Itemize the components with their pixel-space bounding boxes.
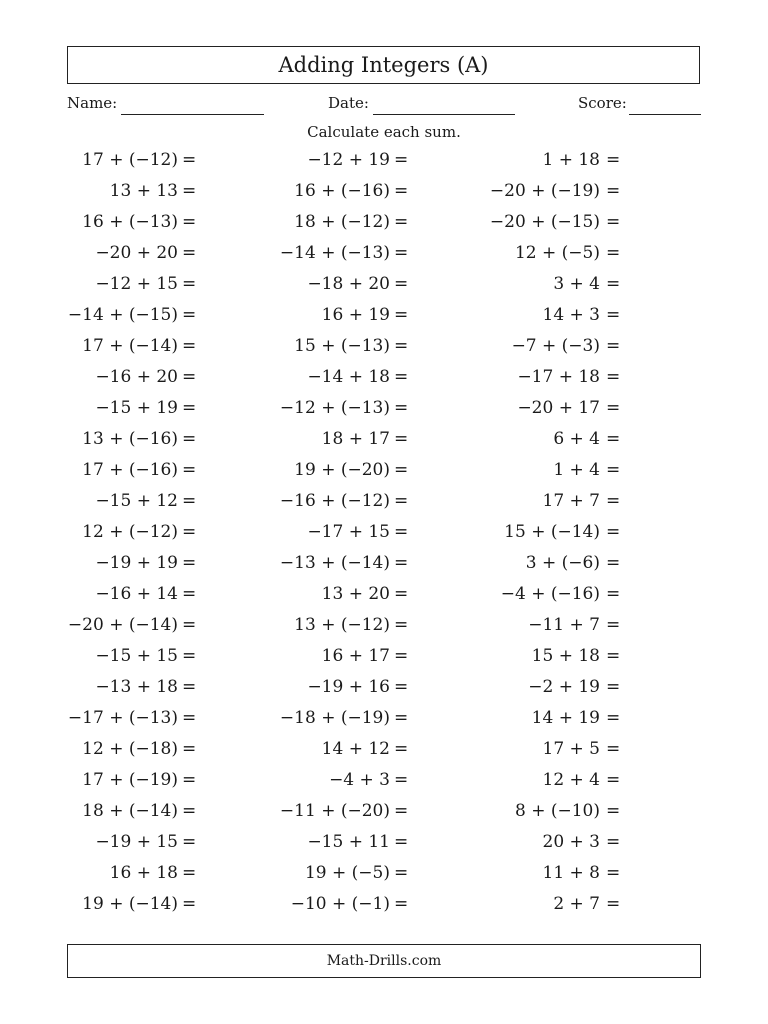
problem-item [0,615,768,639]
equals-sign: = [182,429,197,449]
problem-item [0,274,768,298]
problem-item [0,801,768,825]
problem-expression: 17 + (−12) [82,150,178,170]
equals-sign: = [394,832,409,852]
problem-item [0,522,768,546]
problem-expression: 13 + 20 [321,584,390,604]
equals-sign: = [606,553,621,573]
equals-sign: = [182,770,197,790]
problem-expression: −16 + 20 [95,367,178,387]
problem-row [0,177,768,208]
problem-expression: 17 + (−14) [82,336,178,356]
problem-row [0,425,768,456]
problem-expression: −4 + (−16) [500,584,600,604]
problem-row [0,735,768,766]
problem-item [0,150,768,174]
equals-sign: = [394,522,409,542]
problem-item [0,677,768,701]
problem-row [0,270,768,301]
problem-row [0,890,768,921]
equals-sign: = [606,677,621,697]
problem-expression: 11 + 8 [542,863,600,883]
equals-sign: = [606,863,621,883]
problem-expression: −7 + (−3) [511,336,600,356]
problem-expression: −17 + (−13) [67,708,178,728]
equals-sign: = [394,305,409,325]
problem-expression: 20 + 3 [542,832,600,852]
problem-expression: 15 + (−14) [504,522,600,542]
name-label: Name: [67,94,118,112]
problem-expression: 12 + (−12) [82,522,178,542]
score-line [629,114,701,115]
problem-item [0,553,768,577]
problem-expression: 16 + 18 [109,863,178,883]
equals-sign: = [182,212,197,232]
equals-sign: = [182,708,197,728]
worksheet-title: Adding Integers (A) [278,53,489,77]
problem-expression: −14 + (−13) [279,243,390,263]
problem-expression: 17 + (−19) [82,770,178,790]
problem-expression: 12 + (−18) [82,739,178,759]
problem-item [0,367,768,391]
problem-row [0,828,768,859]
equals-sign: = [182,553,197,573]
equals-sign: = [182,491,197,511]
equals-sign: = [394,584,409,604]
problem-expression: 1 + 18 [542,150,600,170]
equals-sign: = [182,181,197,201]
equals-sign: = [606,150,621,170]
problem-row [0,487,768,518]
problem-expression: −12 + 15 [95,274,178,294]
problem-row [0,332,768,363]
problem-expression: −20 + (−15) [489,212,600,232]
problem-expression: 15 + 18 [531,646,600,666]
problem-expression: −13 + (−14) [279,553,390,573]
problem-row [0,580,768,611]
equals-sign: = [394,770,409,790]
problem-item [0,181,768,205]
problem-row [0,301,768,332]
problem-expression: 1 + 4 [553,460,600,480]
problem-expression: 19 + (−5) [304,863,390,883]
equals-sign: = [606,460,621,480]
equals-sign: = [606,398,621,418]
equals-sign: = [394,336,409,356]
equals-sign: = [606,584,621,604]
equals-sign: = [394,181,409,201]
problem-expression: −11 + 7 [528,615,600,635]
problem-expression: 13 + (−16) [82,429,178,449]
problem-expression: −18 + (−19) [279,708,390,728]
equals-sign: = [182,677,197,697]
problem-expression: 14 + 12 [321,739,390,759]
equals-sign: = [182,460,197,480]
problem-expression: −16 + 14 [95,584,178,604]
problem-expression: −17 + 18 [517,367,600,387]
equals-sign: = [182,739,197,759]
problem-expression: −16 + (−12) [279,491,390,511]
equals-sign: = [394,491,409,511]
problem-expression: −19 + 16 [307,677,390,697]
equals-sign: = [606,274,621,294]
problem-expression: 3 + 4 [553,274,600,294]
equals-sign: = [394,801,409,821]
problem-expression: −10 + (−1) [290,894,390,914]
equals-sign: = [394,553,409,573]
problem-expression: −2 + 19 [528,677,600,697]
equals-sign: = [394,460,409,480]
equals-sign: = [606,708,621,728]
problem-row [0,549,768,580]
problem-item [0,584,768,608]
problem-item [0,708,768,732]
problem-item [0,832,768,856]
problem-expression: −14 + (−15) [67,305,178,325]
problem-item [0,863,768,887]
equals-sign: = [606,832,621,852]
equals-sign: = [182,801,197,821]
problem-expression: 17 + 7 [542,491,600,511]
problem-expression: 13 + (−12) [294,615,390,635]
equals-sign: = [182,863,197,883]
problem-expression: 8 + (−10) [514,801,600,821]
problem-expression: −19 + 15 [95,832,178,852]
problem-expression: −18 + 20 [307,274,390,294]
problem-expression: 18 + (−14) [82,801,178,821]
problem-item [0,212,768,236]
problem-expression: −15 + 15 [95,646,178,666]
problem-row [0,363,768,394]
problem-expression: 16 + (−16) [294,181,390,201]
equals-sign: = [182,367,197,387]
equals-sign: = [394,894,409,914]
problem-expression: 6 + 4 [553,429,600,449]
equals-sign: = [606,367,621,387]
problem-expression: −15 + 11 [307,832,390,852]
problem-expression: 19 + (−20) [294,460,390,480]
equals-sign: = [606,491,621,511]
problem-item [0,770,768,794]
problem-expression: 14 + 19 [531,708,600,728]
problem-expression: −20 + 17 [517,398,600,418]
problem-item [0,305,768,329]
equals-sign: = [606,739,621,759]
equals-sign: = [606,429,621,449]
equals-sign: = [182,646,197,666]
equals-sign: = [182,615,197,635]
equals-sign: = [182,243,197,263]
equals-sign: = [606,894,621,914]
problem-item [0,460,768,484]
problem-expression: 18 + 17 [321,429,390,449]
worksheet-title-box [67,46,700,84]
problem-row [0,673,768,704]
problem-row [0,797,768,828]
problem-expression: −17 + 15 [307,522,390,542]
problem-expression: −12 + (−13) [279,398,390,418]
equals-sign: = [606,801,621,821]
problem-expression: 19 + (−14) [82,894,178,914]
equals-sign: = [394,243,409,263]
problem-item [0,243,768,267]
equals-sign: = [394,863,409,883]
problem-row [0,704,768,735]
equals-sign: = [182,305,197,325]
name-line [121,114,264,115]
equals-sign: = [606,336,621,356]
footer-box [67,944,701,978]
problem-expression: −20 + (−19) [489,181,600,201]
problem-expression: 17 + 5 [542,739,600,759]
problem-expression: 17 + (−16) [82,460,178,480]
problem-row [0,766,768,797]
problem-expression: 13 + 13 [109,181,178,201]
equals-sign: = [394,739,409,759]
problem-expression: −15 + 12 [95,491,178,511]
problem-expression: 14 + 3 [542,305,600,325]
equals-sign: = [394,646,409,666]
problem-row [0,394,768,425]
problem-expression: −13 + 18 [95,677,178,697]
equals-sign: = [394,150,409,170]
problem-expression: −11 + (−20) [279,801,390,821]
problem-expression: 12 + 4 [542,770,600,790]
problem-row [0,208,768,239]
equals-sign: = [394,212,409,232]
problem-item [0,491,768,515]
equals-sign: = [182,398,197,418]
problem-expression: 12 + (−5) [514,243,600,263]
problem-row [0,642,768,673]
equals-sign: = [394,367,409,387]
equals-sign: = [606,243,621,263]
problem-item [0,398,768,422]
problem-expression: 2 + 7 [553,894,600,914]
problem-row [0,239,768,270]
instructions: Calculate each sum. [307,123,461,141]
problem-expression: −14 + 18 [307,367,390,387]
problem-item [0,739,768,763]
problem-expression: −4 + 3 [329,770,390,790]
problem-row [0,146,768,177]
problem-expression: −12 + 19 [307,150,390,170]
equals-sign: = [182,584,197,604]
problem-row [0,859,768,890]
equals-sign: = [182,274,197,294]
equals-sign: = [394,615,409,635]
equals-sign: = [606,522,621,542]
equals-sign: = [182,522,197,542]
date-line [373,114,515,115]
problem-expression: 3 + (−6) [525,553,600,573]
problem-expression: 16 + 17 [321,646,390,666]
problem-expression: −19 + 19 [95,553,178,573]
problem-item [0,646,768,670]
problem-row [0,518,768,549]
equals-sign: = [606,646,621,666]
equals-sign: = [606,770,621,790]
equals-sign: = [394,429,409,449]
problem-row [0,456,768,487]
equals-sign: = [394,274,409,294]
problem-expression: 16 + 19 [321,305,390,325]
student-info-row [67,92,701,118]
problem-item [0,336,768,360]
equals-sign: = [606,212,621,232]
footer-text: Math-Drills.com [326,953,442,969]
problem-item [0,429,768,453]
equals-sign: = [182,150,197,170]
problem-item [0,894,768,918]
problem-expression: −20 + (−14) [67,615,178,635]
equals-sign: = [182,336,197,356]
problem-row [0,611,768,642]
problem-expression: 15 + (−13) [294,336,390,356]
problem-expression: −20 + 20 [95,243,178,263]
problem-expression: 16 + (−13) [82,212,178,232]
problem-expression: 18 + (−12) [294,212,390,232]
equals-sign: = [606,181,621,201]
equals-sign: = [606,615,621,635]
problem-expression: −15 + 19 [95,398,178,418]
equals-sign: = [394,398,409,418]
date-label: Date: [328,94,369,112]
equals-sign: = [394,708,409,728]
equals-sign: = [394,677,409,697]
score-label: Score: [578,94,627,112]
equals-sign: = [182,894,197,914]
equals-sign: = [182,832,197,852]
equals-sign: = [606,305,621,325]
